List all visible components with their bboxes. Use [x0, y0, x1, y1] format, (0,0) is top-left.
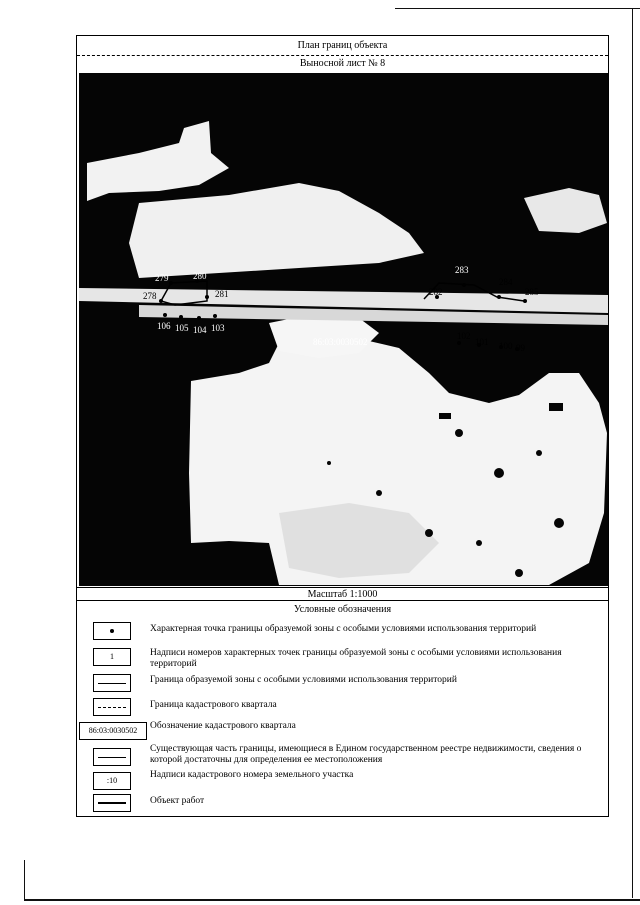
point-label-279: 279 — [155, 273, 169, 283]
thick-line-icon — [98, 802, 126, 804]
light-area-upper-mid — [129, 183, 424, 278]
legend-text: Обозначение кадастрового квартала — [150, 721, 296, 731]
map-svg — [79, 73, 608, 586]
light-area-top-left — [87, 121, 229, 201]
map-image — [79, 73, 608, 586]
parcel-number-symbol — [93, 772, 131, 790]
point-label-99: 99 — [516, 343, 525, 353]
scan-edge-bottom — [24, 899, 640, 901]
quarter-label: 86:03:0030502 — [313, 337, 368, 347]
page-title: План границ объекта — [77, 38, 608, 56]
scan-edge-right — [632, 8, 633, 898]
scan-edge-left — [24, 860, 25, 900]
point-number-symbol — [93, 648, 131, 666]
legend-text: Надписи номеров характерных точек границы образуемой зоны с особыми условиями использования территорий — [150, 648, 562, 669]
symbol-text: 1 — [110, 652, 114, 661]
sheet-subtitle: Выносной лист № 8 — [299, 58, 386, 69]
point-label-283: 283 — [455, 265, 469, 275]
scan-edge-top — [395, 8, 640, 9]
legend-text: Существующая часть границы, имеющиеся в Едином государственном реестре недвижимости, сведения о которой достаточны для определения ее местоположения — [150, 744, 582, 765]
line-icon — [98, 757, 126, 758]
dashed-line-icon — [98, 707, 126, 708]
point-label-280: 280 — [193, 271, 207, 281]
point-label-104: 104 — [193, 325, 207, 335]
light-area-right-patch — [524, 188, 607, 233]
point-label-100: 100 — [499, 341, 513, 351]
legend-text: Граница кадастрового квартала — [150, 700, 277, 710]
point-label-101: 101 — [475, 337, 489, 347]
point-symbol — [93, 622, 131, 640]
point-label-281: 281 — [215, 289, 229, 299]
point-label-278: 278 — [143, 291, 157, 301]
point-label-285: 285 — [525, 287, 539, 297]
point-dot-icon — [110, 629, 114, 633]
legend-text: Характерная точка границы образуемой зоны с особыми условиями использования территорий — [150, 624, 537, 634]
point-label-103: 103 — [211, 323, 225, 333]
symbol-text: 86:03:0030502 — [88, 726, 138, 735]
point-label-106: 106 — [157, 321, 171, 331]
quarter-boundary-symbol — [93, 698, 131, 716]
existing-boundary-symbol — [93, 748, 131, 766]
legend-title: Условные обозначения — [293, 604, 392, 615]
point-label-102: 102 — [457, 331, 471, 341]
legend-text: Граница образуемой зоны с особыми условиями использования территорий — [150, 675, 457, 685]
point-label-284: 284 — [499, 277, 513, 287]
zone-boundary-symbol — [93, 674, 131, 692]
symbol-text: :10 — [106, 776, 118, 785]
point-label-105: 105 — [175, 323, 189, 333]
work-object-symbol — [93, 794, 131, 812]
map-scale: Масштаб 1:1000 — [77, 587, 608, 601]
point-label-282: 282 — [429, 287, 443, 297]
boundary-plan-sheet — [76, 35, 609, 817]
quarter-label-symbol — [79, 722, 147, 740]
legend-text: Объект работ — [150, 796, 205, 806]
legend-text: Надписи кадастрового номера земельного участка — [150, 770, 354, 780]
line-icon — [98, 683, 126, 684]
